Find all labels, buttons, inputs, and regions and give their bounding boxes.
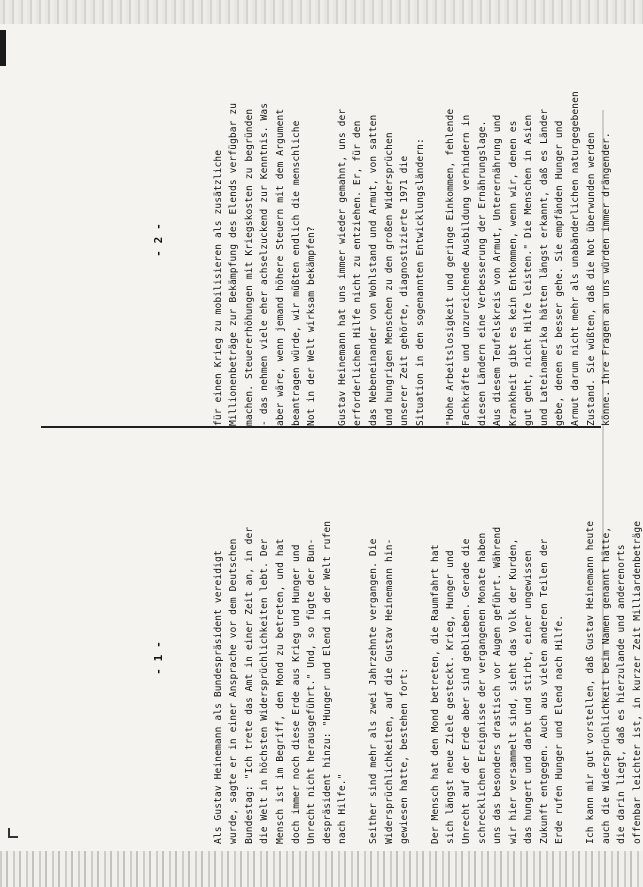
page-1 — [41, 480, 643, 856]
paragraph: Gustav Heinemann hat uns immer wieder gemahnt, uns der erforderlichen Hilfe nicht zu entziehen. Er, für den das Nebeneinander von Wohlstand und Armut, von satten und hungrigen Menschen zu den großen Widersprüchen unserer Zeit gehörte, diagnostizierte 1971 die Situation in den sogenannten Entwicklungsländern: — [336, 108, 426, 426]
corner-mark — [8, 828, 18, 838]
paragraph: Ich kann mir gut vorstellen, daß Gustav Heinemann heute auch die Widersprüchlichkeit beim Namen genannt hätte, die darin liegt, daß es hierzulande und anderenorts offenbar leichter ist, in kurzer Zeit Milliardenbeträge — [585, 520, 643, 844]
scan-noise-top — [0, 0, 643, 24]
binder-mark — [0, 30, 6, 66]
page-number: - 2 - — [152, 223, 165, 257]
paragraph: Als Gustav Heinemann als Bundespräsident vereidigt wurde, sagte er in einer Ansprache vor dem Deutschen Bundestag: "Ich trete das Amt in einer Zeit an, in der die Welt in höchsten Widersprüchlichkeiten lebt. Der Mensch ist im Begriff, den Mond zu betreten, und hat doch immer noch diese Erde aus Krieg und Hunger und Unrecht nicht herausgeführt." Und, so fügte der Bun- despräsident hinzu: "Hunger und Elend in der Welt rufen nach Hilfe." — [212, 520, 349, 844]
page-2 — [41, 50, 613, 430]
rotated-document-spread — [41, 36, 643, 856]
paragraph: für einen Krieg zu mobilisieren als zusätzliche Millionenbeträge zur Bekämpfung des Elends verfügbar zu machen. Steuererhöhungen mit Kriegskosten zu begründen - das nehmen viele eher achselzuckend zur Kenntnis. Was aber wäre, wenn jemand höhere Steuern mit dem Argument beantragen würde, wir müßten endlich die menschliche Not in der Welt wirksam bekämpfen? — [212, 102, 318, 426]
paragraph: Der Mensch hat den Mond betreten, die Raumfahrt hat sich längst neue Ziele gesteckt. Krieg, Hunger und Unrecht auf der Erde aber sind geblieben. Gerade die schrecklichen Ereignisse der vergangenen Monate haben uns das besonders drastisch vor Augen geführt. Während wir hier versammelt sind, sieht das Volk der Kurden, das hungert und darbt und stirbt, einer ungewissen Zukunft entgegen. Auch aus vielen anderen Teilen der Erde rufen Hunger und Elend nach Hilfe. — [429, 526, 566, 844]
scan-noise-bottom — [0, 851, 643, 887]
paragraph: "Hohe Arbeitslosigkeit und geringe Einkommen, fehlende Fachkräfte und unzureichende Ausbildung verhindern in diesen Ländern eine Verbesserung der Ernährungslage. Aus diesem Teufelskreis von Armut, Unterernährung und Krankheit gibt es kein Entkommen, wenn wir, denen es gut geht, nicht Hilfe leisten." Die Menschen in Asien und Lateinamerika hätten längst erkannt, daß es Länder gebe, denen es besser gehe. Sie empfänden Hunger und Armut darum nicht mehr als unabänderlichen naturgegebenen Zustand. Sie wüßten, daß die Not überwunden werden könne. Ihre Fragen an uns würden immer drängender. — [445, 91, 613, 426]
paragraph: Seither sind mehr als zwei Jahrzehnte vergangen. Die Widersprüchlichkeiten, auf die Gustav Heinemann hin- gewiesen hatte, bestehen fort: — [367, 538, 411, 844]
page-number: - 1 - — [152, 641, 165, 675]
